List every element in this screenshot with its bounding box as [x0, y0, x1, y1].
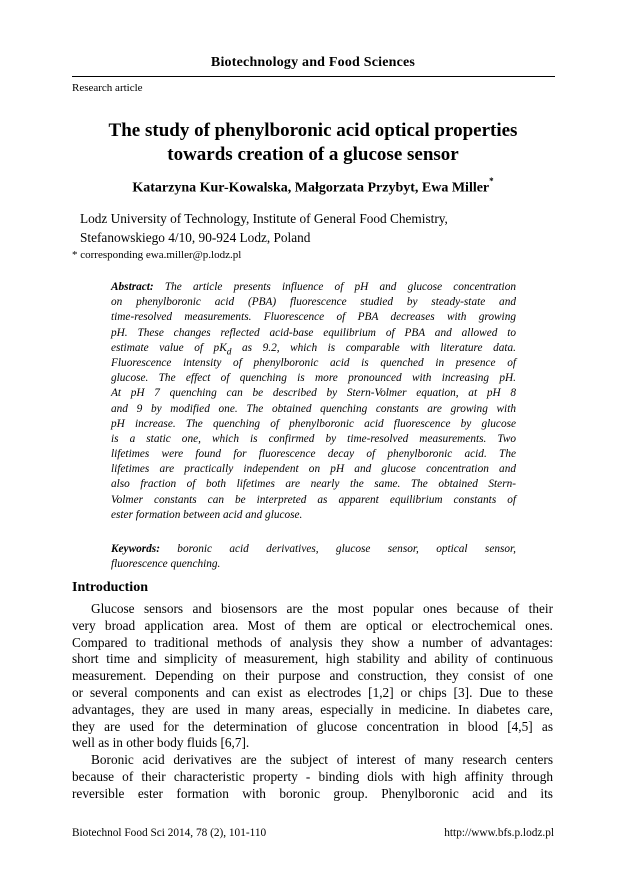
corresponding-email[interactable]: * corresponding ewa.miller@p.lodz.pl	[72, 249, 242, 261]
body-line: measurement. Depending on their purpose and construction, they consist of one	[72, 668, 553, 684]
pka-subscript: d	[226, 347, 232, 357]
title-line-2: towards creation of a glucose sensor	[167, 144, 459, 165]
abstract-line: ester formation between acid and glucose.	[111, 508, 303, 521]
body-line: because of their characteristic property - binding diols with high affinity through	[72, 768, 553, 784]
affiliation-line-1: Lodz University of Technology, Institute of General Food Chemistry,	[80, 211, 448, 226]
body-line: or several components and can exist as electrodes [1,2] or chips [3]. Due to these	[72, 684, 553, 700]
abstract-line: also fraction of both lifetimes are nearly the same. The obtained Stern-	[111, 478, 516, 491]
keywords-label: Keywords:	[111, 543, 160, 555]
title-line-1: The study of phenylboronic acid optical properties	[108, 120, 518, 141]
author-names: Katarzyna Kur-Kowalska, Małgorzata Przybyt, Ewa Miller	[132, 180, 490, 196]
keywords-line: Keywords: boronic acid derivatives, glucose sensor, optical sensor,	[111, 543, 516, 555]
abstract-line: Volmer constants can be interpreted as apparent equilibrium constants of	[111, 493, 516, 506]
header-rule	[72, 76, 555, 77]
abstract-line: At pH 7 quenching can be described by Stern-Volmer equation, at pH 8	[111, 387, 516, 400]
footer-citation: Biotechnol Food Sci 2014, 78 (2), 101-110	[72, 827, 267, 839]
affiliation	[80, 209, 550, 247]
body-line: they are used for the determination of glucose concentration in blood [4,5] as	[72, 718, 553, 734]
corresponding-marker: *	[489, 176, 494, 186]
abstract-line: glucose. The effect of quenching is more pronounced with increasing pH.	[111, 372, 516, 385]
body-line: very broad application area. Most of them are optical or electrochemical ones.	[72, 617, 553, 633]
article-type: Research article	[72, 82, 143, 94]
author-list	[72, 178, 554, 197]
body-line: well as in other body fluids [6,7].	[72, 735, 250, 751]
abstract-line: lifetimes are practically independent on pH and glucose concentration and	[111, 463, 516, 476]
keywords-line: fluorescence quenching.	[111, 558, 221, 571]
abstract-line: is a static one, which is confirmed by time-resolved measurements. Two	[111, 432, 516, 445]
affiliation-line-2: Stefanowskiego 4/10, 90-924 Lodz, Poland	[80, 230, 311, 245]
abstract-line: lifetimes were found for fluorescence decay of phenylboronic acid. The	[111, 448, 516, 461]
body-line: reversible ester formation with boronic group. Phenylboronic acid and its	[72, 785, 553, 801]
abstract-line: pH increase. The quenching of phenylboronic acid fluorescence by glucose	[111, 417, 516, 430]
section-heading-introduction: Introduction	[72, 580, 148, 595]
abstract	[111, 280, 516, 523]
body-line: Compared to traditional methods of analysis they show a number of advantages:	[72, 634, 553, 650]
abstract-line: and 9 by modified one. The obtained quenching constants are growing with	[111, 402, 516, 415]
body-line: advantages, they are used in many areas, especially in medicine. In diabetes care,	[72, 701, 553, 717]
body-line: short time and simplicity of measurement, high stability and ability of continuous	[72, 651, 553, 667]
abstract-label: Abstract:	[111, 281, 154, 293]
body-line: Boronic acid derivatives are the subject of interest of many research centers	[91, 752, 553, 768]
abstract-line: time-resolved measurements. Fluorescence of PBA decreases with growing	[111, 311, 516, 324]
abstract-line: on phenylboronic acid (PBA) fluorescence studied by steady-state and	[111, 296, 516, 309]
introduction-body	[72, 601, 553, 803]
journal-name: Biotechnology and Food Sciences	[210, 55, 416, 70]
abstract-line: Fluorescence intensity of phenylboronic acid is quenched in presence of	[111, 356, 516, 369]
keywords	[111, 542, 516, 572]
abstract-line: pH. These changes reflected acid-base equilibrium of PBA and allowed to	[111, 326, 516, 339]
abstract-line: Abstract: The article presents influence of pH and glucose concentration	[111, 281, 516, 293]
article-title	[72, 119, 554, 167]
footer-url[interactable]: http://www.bfs.p.lodz.pl	[444, 827, 554, 839]
abstract-line: estimate value of $pK_d$ as 9.2, which is comparable with literature data.	[111, 341, 516, 357]
body-line: Glucose sensors and biosensors are the most popular ones because of their	[91, 601, 553, 616]
